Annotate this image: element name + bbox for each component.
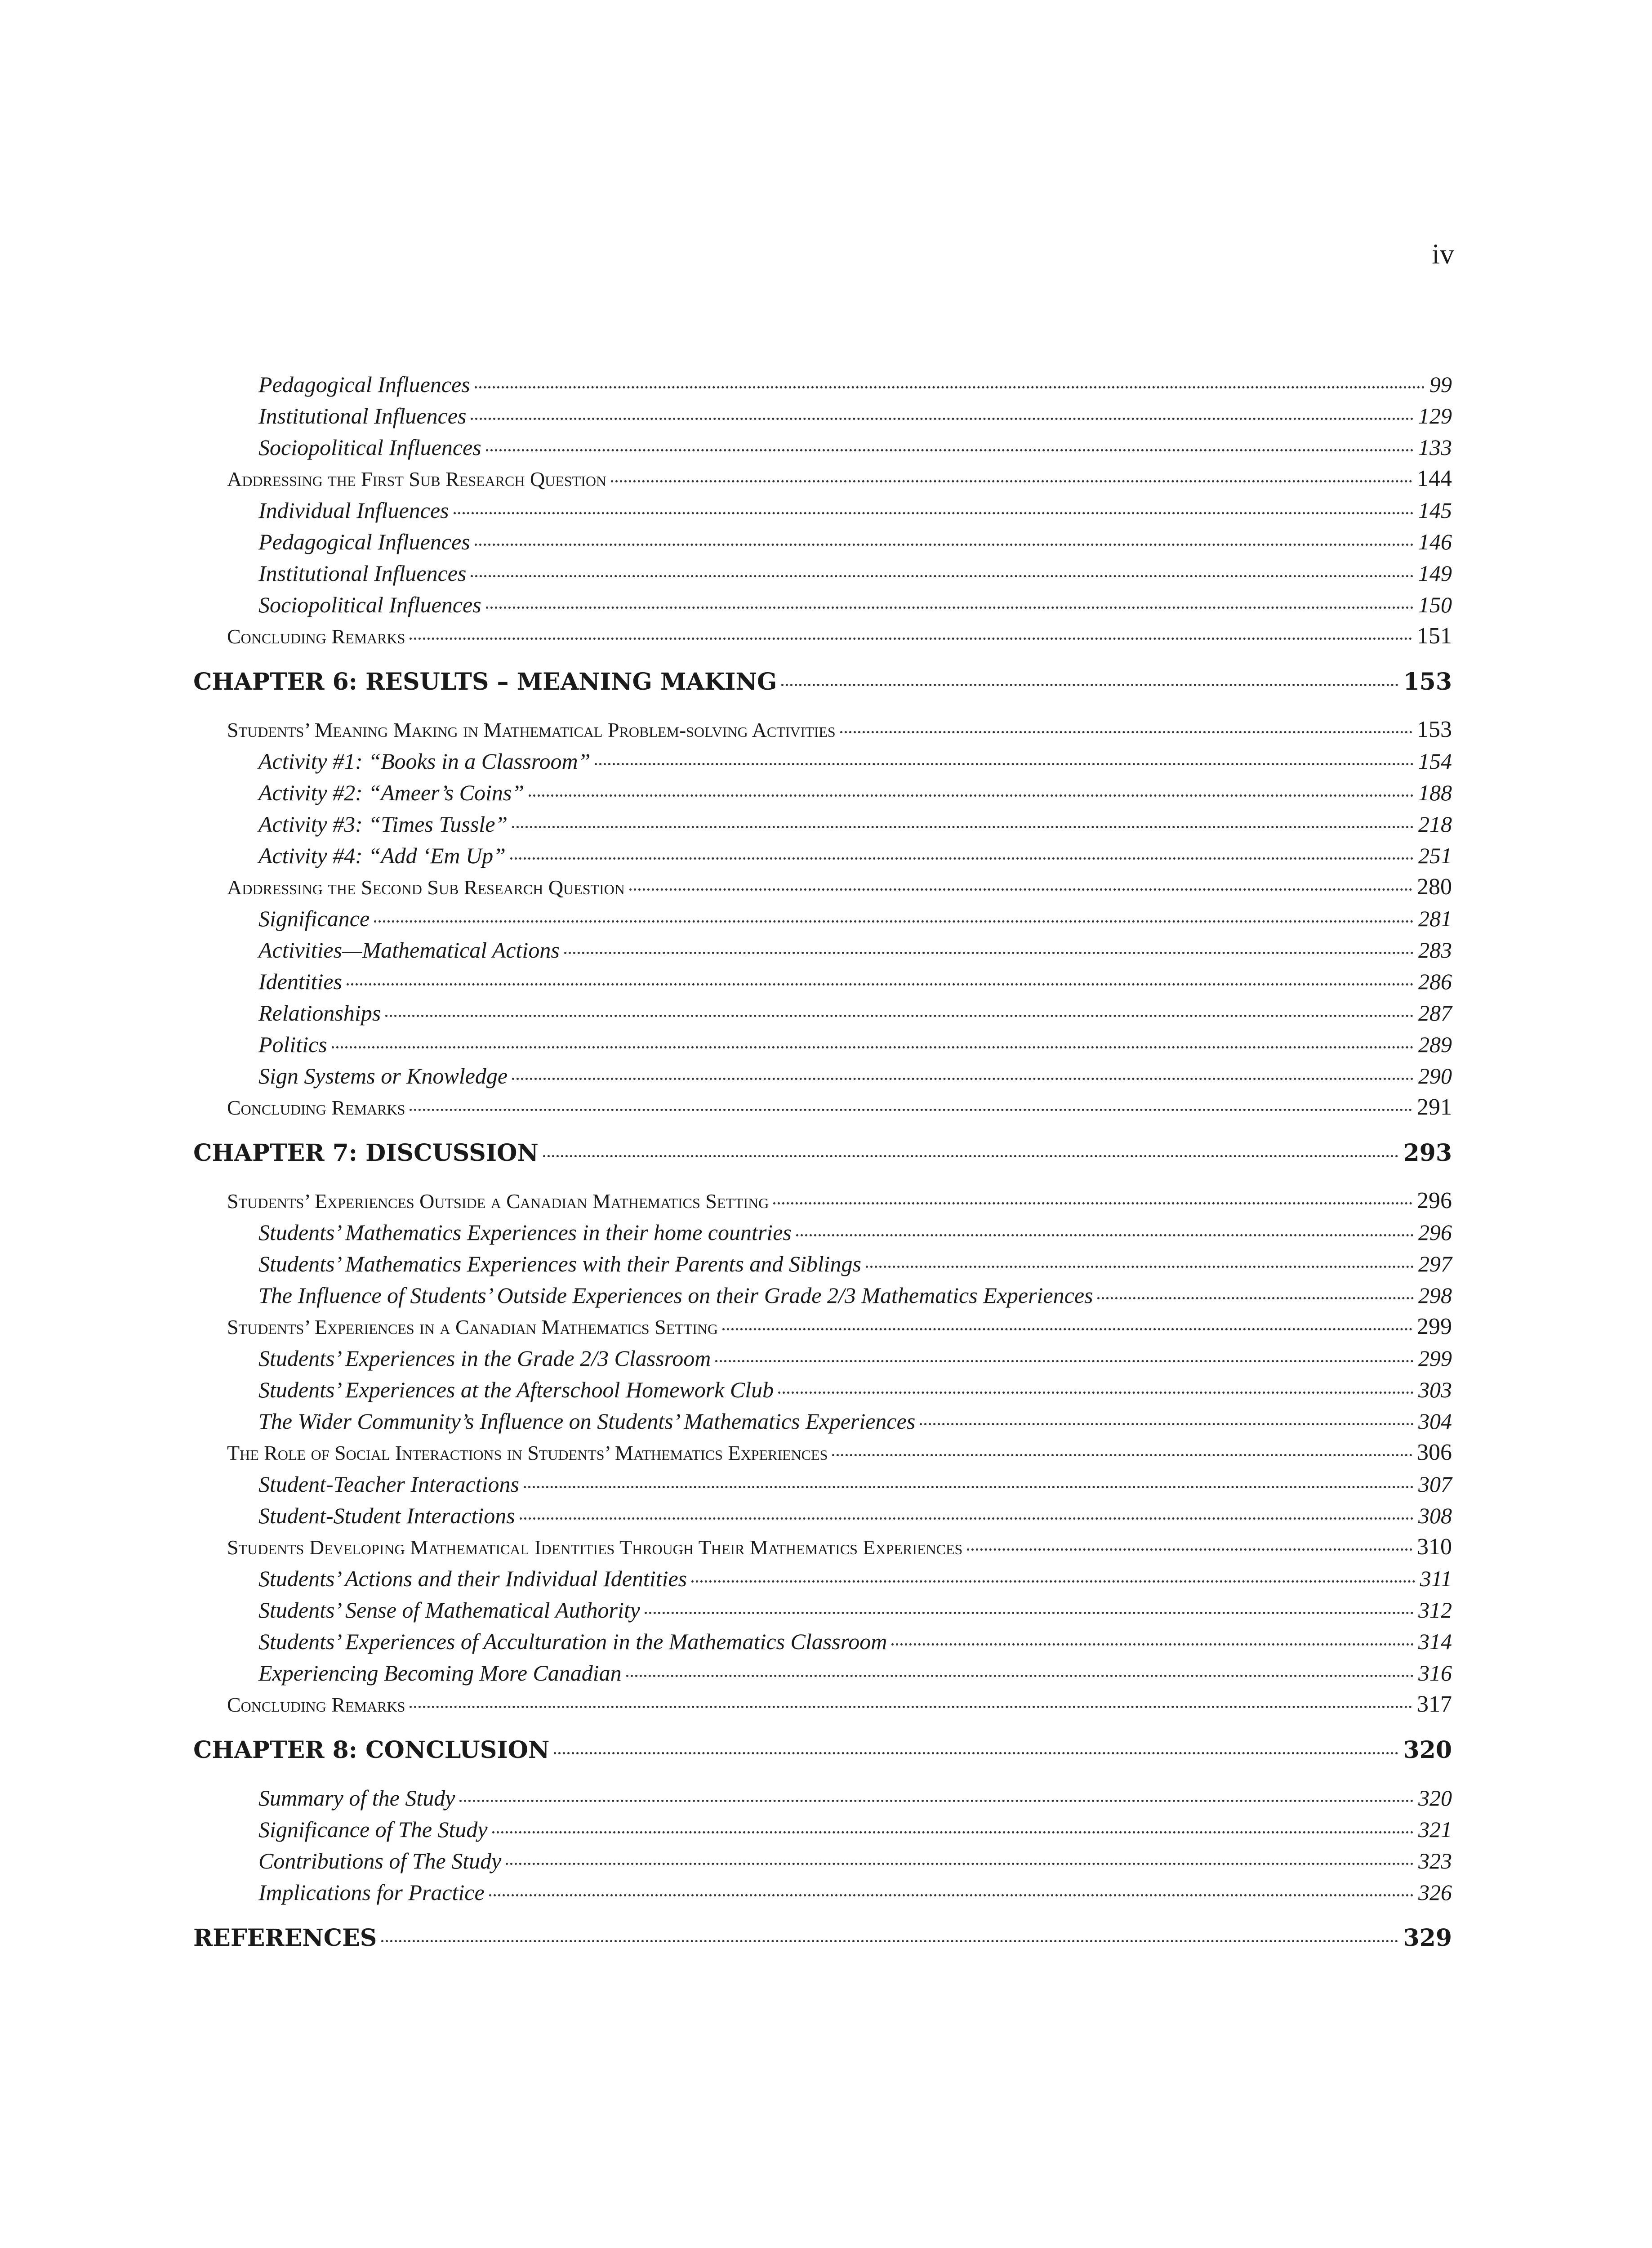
dot-leader xyxy=(564,952,1414,954)
dot-leader xyxy=(626,1675,1414,1677)
toc-entry-page-number: 251 xyxy=(1418,843,1452,868)
toc-entry-section[interactable] xyxy=(193,620,1452,652)
toc-entry-page-number: 150 xyxy=(1418,592,1452,617)
toc-entry-title: The Wider Community’s Influence on Students’ Mathematics Experiences xyxy=(258,1409,916,1434)
toc-entry-title: Concluding Remarks xyxy=(227,1693,405,1716)
toc-entry-title: Addressing the First Sub Research Question xyxy=(227,468,607,491)
dot-leader xyxy=(611,480,1412,482)
toc-entry-title: Individual Influences xyxy=(258,498,449,523)
toc-entry-page-number: 299 xyxy=(1418,1346,1452,1371)
toc-entry-sub[interactable] xyxy=(193,1626,1452,1657)
toc-entry-title: Students’ Experiences at the Afterschool Homework Club xyxy=(258,1377,774,1402)
toc-entry-page-number: 326 xyxy=(1418,1880,1452,1905)
toc-entry-sub[interactable] xyxy=(193,745,1452,777)
toc-entry-page-number: 146 xyxy=(1418,529,1452,554)
dot-leader xyxy=(459,1800,1414,1802)
toc-entry-page-number: 153 xyxy=(1403,668,1452,696)
toc-entry-page-number: 308 xyxy=(1418,1503,1452,1528)
toc-entry-chapter[interactable] xyxy=(193,1922,1452,1954)
toc-entry-sub[interactable] xyxy=(193,400,1452,432)
toc-entry-title: Students’ Experiences of Acculturation in the Mathematics Classroom xyxy=(258,1629,887,1654)
toc-entry-title: Students’ Sense of Mathematical Authority xyxy=(258,1597,640,1623)
dot-leader xyxy=(381,1940,1398,1942)
dot-leader xyxy=(524,1486,1414,1488)
dot-leader xyxy=(781,684,1398,686)
toc-entry-page-number: 299 xyxy=(1417,1314,1452,1339)
toc-entry-sub[interactable] xyxy=(193,1405,1452,1437)
toc-entry-sub[interactable] xyxy=(193,903,1452,934)
toc-entry-page-number: 317 xyxy=(1417,1691,1452,1717)
toc-entry-title: Sociopolitical Influences xyxy=(258,435,481,460)
dot-leader xyxy=(773,1202,1412,1204)
toc-entry-title: Summary of the Study xyxy=(258,1785,455,1811)
dot-leader xyxy=(475,386,1425,388)
toc-entry-section[interactable] xyxy=(193,1437,1452,1468)
toc-entry-title: Activity #4: “Add ‘Em Up” xyxy=(258,843,506,868)
toc-entry-sub[interactable] xyxy=(193,1248,1452,1280)
dot-leader xyxy=(512,1078,1414,1080)
toc-entry-page-number: 311 xyxy=(1420,1566,1452,1591)
toc-entry-section[interactable] xyxy=(193,1311,1452,1343)
dot-leader xyxy=(347,983,1414,986)
toc-entry-title: Institutional Influences xyxy=(258,403,467,428)
dot-leader xyxy=(332,1046,1414,1048)
toc-entry-sub[interactable] xyxy=(193,432,1452,463)
toc-entry-page-number: 218 xyxy=(1418,812,1452,837)
toc-entry-title: Students’ Experiences in a Canadian Mathematics Setting xyxy=(227,1316,718,1338)
toc-entry-page-number: 296 xyxy=(1417,1188,1452,1213)
toc-entry-title: CHAPTER 8: CONCLUSION xyxy=(193,1736,550,1764)
toc-entry-sub[interactable] xyxy=(193,1657,1452,1689)
dot-leader xyxy=(967,1548,1412,1551)
toc-entry-page-number: 303 xyxy=(1418,1377,1452,1402)
toc-entry-sub[interactable] xyxy=(193,1280,1452,1311)
toc-entry-page-number: 293 xyxy=(1403,1139,1452,1167)
dot-leader xyxy=(920,1423,1414,1425)
dot-leader xyxy=(778,1392,1414,1394)
toc-entry-page-number: 133 xyxy=(1418,435,1452,460)
dot-leader xyxy=(471,418,1414,420)
toc-entry-title: Significance of The Study xyxy=(258,1817,488,1842)
toc-entry-page-number: 298 xyxy=(1418,1283,1452,1308)
toc-entry-section[interactable] xyxy=(193,1185,1452,1217)
toc-entry-title: Concluding Remarks xyxy=(227,625,405,648)
dot-leader xyxy=(543,1155,1399,1157)
dot-leader xyxy=(454,512,1414,514)
toc-entry-sub[interactable] xyxy=(193,934,1452,966)
toc-entry-sub[interactable] xyxy=(193,1343,1452,1374)
toc-entry-page-number: 310 xyxy=(1417,1534,1452,1560)
toc-entry-title: CHAPTER 7: DISCUSSION xyxy=(193,1139,539,1167)
dot-leader xyxy=(629,888,1412,891)
toc-entry-page-number: 281 xyxy=(1418,906,1452,931)
toc-entry-page-number: 304 xyxy=(1418,1409,1452,1434)
dot-leader xyxy=(722,1328,1412,1330)
dot-leader xyxy=(520,1517,1414,1520)
dot-leader xyxy=(486,449,1414,451)
toc-entry-chapter[interactable] xyxy=(193,1137,1452,1169)
toc-entry-title: Concluding Remarks xyxy=(227,1096,405,1119)
toc-entry-title: Experiencing Becoming More Canadian xyxy=(258,1660,622,1686)
toc-entry-title: Significance xyxy=(258,906,370,931)
toc-entry-sub[interactable] xyxy=(193,369,1452,400)
table-of-contents xyxy=(193,369,1452,1970)
toc-entry-page-number: 290 xyxy=(1418,1063,1452,1088)
toc-entry-title: REFERENCES xyxy=(193,1924,377,1952)
toc-entry-section[interactable] xyxy=(193,1531,1452,1563)
dot-leader xyxy=(475,544,1414,546)
toc-entry-sub[interactable] xyxy=(193,840,1452,871)
dot-leader xyxy=(840,731,1412,733)
toc-entry-title: Relationships xyxy=(258,1000,381,1026)
toc-entry-page-number: 289 xyxy=(1418,1032,1452,1057)
toc-entry-page-number: 296 xyxy=(1418,1220,1452,1245)
toc-entry-sub[interactable] xyxy=(193,777,1452,808)
toc-entry-page-number: 153 xyxy=(1417,717,1452,742)
dot-leader xyxy=(866,1266,1414,1268)
toc-entry-sub[interactable] xyxy=(193,1500,1452,1531)
dot-leader xyxy=(374,920,1414,923)
toc-entry-page-number: 316 xyxy=(1418,1660,1452,1686)
dot-leader xyxy=(595,763,1414,765)
toc-entry-section[interactable] xyxy=(193,714,1452,745)
dot-leader xyxy=(554,1752,1398,1754)
toc-entry-sub[interactable] xyxy=(193,1060,1452,1092)
toc-entry-title: Institutional Influences xyxy=(258,561,467,586)
toc-entry-page-number: 320 xyxy=(1403,1736,1452,1764)
toc-entry-page-number: 314 xyxy=(1418,1629,1452,1654)
toc-entry-title: The Influence of Students’ Outside Experiences on their Grade 2/3 Mathematics Experiences xyxy=(258,1283,1093,1308)
toc-entry-title: Pedagogical Influences xyxy=(258,372,470,397)
toc-entry-sub[interactable] xyxy=(193,526,1452,558)
toc-entry-page-number: 149 xyxy=(1418,561,1452,586)
toc-entry-title: Student-Student Interactions xyxy=(258,1503,515,1528)
toc-entry-page-number: 329 xyxy=(1403,1924,1452,1952)
toc-entry-sub[interactable] xyxy=(193,1374,1452,1405)
toc-entry-sub[interactable] xyxy=(193,1877,1452,1908)
toc-entry-sub[interactable] xyxy=(193,1845,1452,1877)
dot-leader xyxy=(410,1109,1412,1111)
toc-entry-page-number: 188 xyxy=(1418,780,1452,805)
toc-entry-page-number: 151 xyxy=(1417,623,1452,649)
dot-leader xyxy=(512,826,1414,828)
toc-entry-chapter[interactable] xyxy=(193,1735,1452,1766)
dot-leader xyxy=(385,1015,1414,1017)
dot-leader xyxy=(410,638,1412,640)
toc-entry-title: Students’ Experiences Outside a Canadian Mathematics Setting xyxy=(227,1190,769,1213)
toc-entry-title: Sign Systems or Knowledge xyxy=(258,1063,508,1088)
toc-entry-title: CHAPTER 6: RESULTS – MEANING MAKING xyxy=(193,668,777,696)
toc-entry-section[interactable] xyxy=(193,1092,1452,1123)
dot-leader xyxy=(691,1580,1416,1583)
toc-entry-title: Contributions of The Study xyxy=(258,1848,502,1873)
toc-entry-title: Sociopolitical Influences xyxy=(258,592,481,617)
toc-entry-page-number: 144 xyxy=(1417,466,1452,491)
toc-entry-title: Students’ Mathematics Experiences with their Parents and Siblings xyxy=(258,1251,862,1276)
dot-leader xyxy=(486,607,1414,609)
dot-leader xyxy=(492,1831,1414,1833)
toc-entry-section[interactable] xyxy=(193,871,1452,903)
toc-entry-page-number: 154 xyxy=(1418,749,1452,774)
toc-entry-sub[interactable] xyxy=(193,1217,1452,1248)
dot-leader xyxy=(796,1234,1414,1236)
toc-entry-page-number: 320 xyxy=(1418,1785,1452,1811)
toc-entry-title: Politics xyxy=(258,1032,327,1057)
toc-entry-sub[interactable] xyxy=(193,495,1452,526)
toc-entry-page-number: 280 xyxy=(1417,874,1452,900)
dot-leader xyxy=(1097,1297,1414,1299)
toc-entry-sub[interactable] xyxy=(193,1468,1452,1500)
toc-entry-page-number: 312 xyxy=(1418,1597,1452,1623)
toc-entry-chapter[interactable] xyxy=(193,666,1452,698)
toc-entry-page-number: 129 xyxy=(1418,403,1452,428)
toc-entry-page-number: 287 xyxy=(1418,1000,1452,1026)
toc-entry-title: Identities xyxy=(258,969,343,994)
toc-entry-page-number: 286 xyxy=(1418,969,1452,994)
toc-entry-title: Students Developing Mathematical Identities Through Their Mathematics Experiences xyxy=(227,1536,963,1559)
toc-entry-title: Activity #3: “Times Tussle” xyxy=(258,812,508,837)
toc-entry-page-number: 291 xyxy=(1417,1094,1452,1120)
toc-entry-sub[interactable] xyxy=(193,1563,1452,1594)
toc-entry-page-number: 306 xyxy=(1417,1440,1452,1465)
toc-entry-page-number: 307 xyxy=(1418,1472,1452,1497)
dot-leader xyxy=(645,1612,1414,1614)
toc-entry-sub[interactable] xyxy=(193,558,1452,589)
toc-entry-title: Implications for Practice xyxy=(258,1880,485,1905)
dot-leader xyxy=(471,575,1414,577)
toc-entry-title: Students’ Actions and their Individual Identities xyxy=(258,1566,687,1591)
toc-entry-title: Activities—Mathematical Actions xyxy=(258,937,560,963)
toc-entry-sub[interactable] xyxy=(193,1814,1452,1845)
toc-entry-page-number: 323 xyxy=(1418,1848,1452,1873)
toc-entry-page-number: 99 xyxy=(1429,372,1452,397)
toc-entry-title: Students’ Meaning Making in Mathematical Problem-solving Activities xyxy=(227,718,836,741)
toc-entry-title: Students’ Experiences in the Grade 2/3 Classroom xyxy=(258,1346,711,1371)
toc-entry-sub[interactable] xyxy=(193,1594,1452,1626)
toc-entry-sub[interactable] xyxy=(193,808,1452,840)
toc-entry-title: Pedagogical Influences xyxy=(258,529,470,554)
toc-entry-title: Addressing the Second Sub Research Question xyxy=(227,876,625,899)
dot-leader xyxy=(529,794,1414,797)
dot-leader xyxy=(510,857,1414,860)
dot-leader xyxy=(891,1643,1414,1646)
toc-entry-page-number: 297 xyxy=(1418,1251,1452,1276)
toc-entry-page-number: 145 xyxy=(1418,498,1452,523)
dot-leader xyxy=(715,1360,1414,1362)
toc-entry-page-number: 283 xyxy=(1418,937,1452,963)
dot-leader xyxy=(506,1863,1414,1865)
toc-entry-title: Activity #1: “Books in a Classroom” xyxy=(258,749,591,774)
dot-leader xyxy=(832,1454,1412,1456)
toc-entry-sub[interactable] xyxy=(193,966,1452,997)
dot-leader xyxy=(410,1706,1412,1708)
page-number: iv xyxy=(1432,238,1454,270)
toc-entry-title: Activity #2: “Ameer’s Coins” xyxy=(258,780,525,805)
toc-entry-sub[interactable] xyxy=(193,1782,1452,1814)
dot-leader xyxy=(489,1894,1414,1896)
toc-entry-page-number: 321 xyxy=(1418,1817,1452,1842)
toc-entry-title: The Role of Social Interactions in Students’ Mathematics Experiences xyxy=(227,1441,828,1464)
toc-entry-section[interactable] xyxy=(193,463,1452,495)
toc-entry-sub[interactable] xyxy=(193,1029,1452,1060)
toc-entry-sub[interactable] xyxy=(193,997,1452,1029)
toc-entry-sub[interactable] xyxy=(193,589,1452,620)
toc-entry-title: Student-Teacher Interactions xyxy=(258,1472,520,1497)
toc-entry-title: Students’ Mathematics Experiences in their home countries xyxy=(258,1220,792,1245)
toc-entry-section[interactable] xyxy=(193,1689,1452,1720)
